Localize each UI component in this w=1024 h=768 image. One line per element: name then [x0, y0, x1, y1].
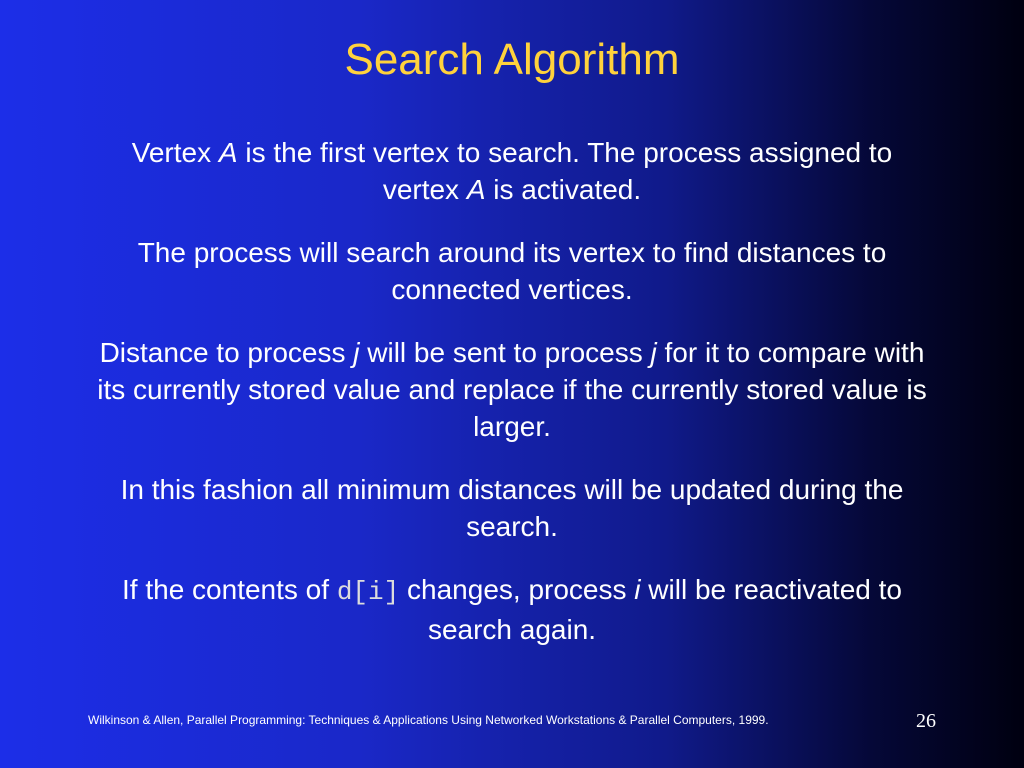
paragraph-1 [96, 134, 928, 208]
slide-title: Search Algorithm [344, 35, 680, 84]
text-run: Vertex [131, 137, 219, 168]
paragraph-4 [96, 471, 928, 545]
text-run-italic: j [650, 337, 657, 368]
paragraph-2 [96, 234, 928, 308]
text-run: for it to compare with its currently stored value and replace if the currently stored value is larger. [97, 337, 927, 442]
text-run: If the contents of [122, 574, 337, 605]
text-run: will be reactivated to search again. [427, 574, 902, 645]
text-run-italic: j [353, 337, 360, 368]
paragraph-3 [96, 334, 928, 445]
text-run: will be sent to process [359, 337, 651, 368]
text-run: changes, process [399, 574, 635, 605]
text-run-italic: A [218, 137, 238, 168]
text-run-italic: A [466, 174, 486, 205]
text-run: is activated. [485, 174, 642, 205]
page-number: 26 [916, 710, 936, 732]
text-run: is the first vertex to search. The process assigned to vertex [237, 137, 893, 205]
paragraph-5 [96, 571, 928, 648]
text-run: The process will search around its vertex to find distances to connected vertices. [137, 237, 887, 305]
text-run-italic: i [634, 574, 641, 605]
slide-body [96, 134, 928, 674]
text-run: In this fashion all minimum distances will be updated during the search. [120, 474, 904, 542]
code-run: d[i] [336, 577, 400, 607]
text-run: Distance to process [99, 337, 354, 368]
footer-citation: Wilkinson & Allen, Parallel Programming: Techniques & Applications Using Networked Workstations & Parallel Computers, 1999. [88, 713, 769, 727]
